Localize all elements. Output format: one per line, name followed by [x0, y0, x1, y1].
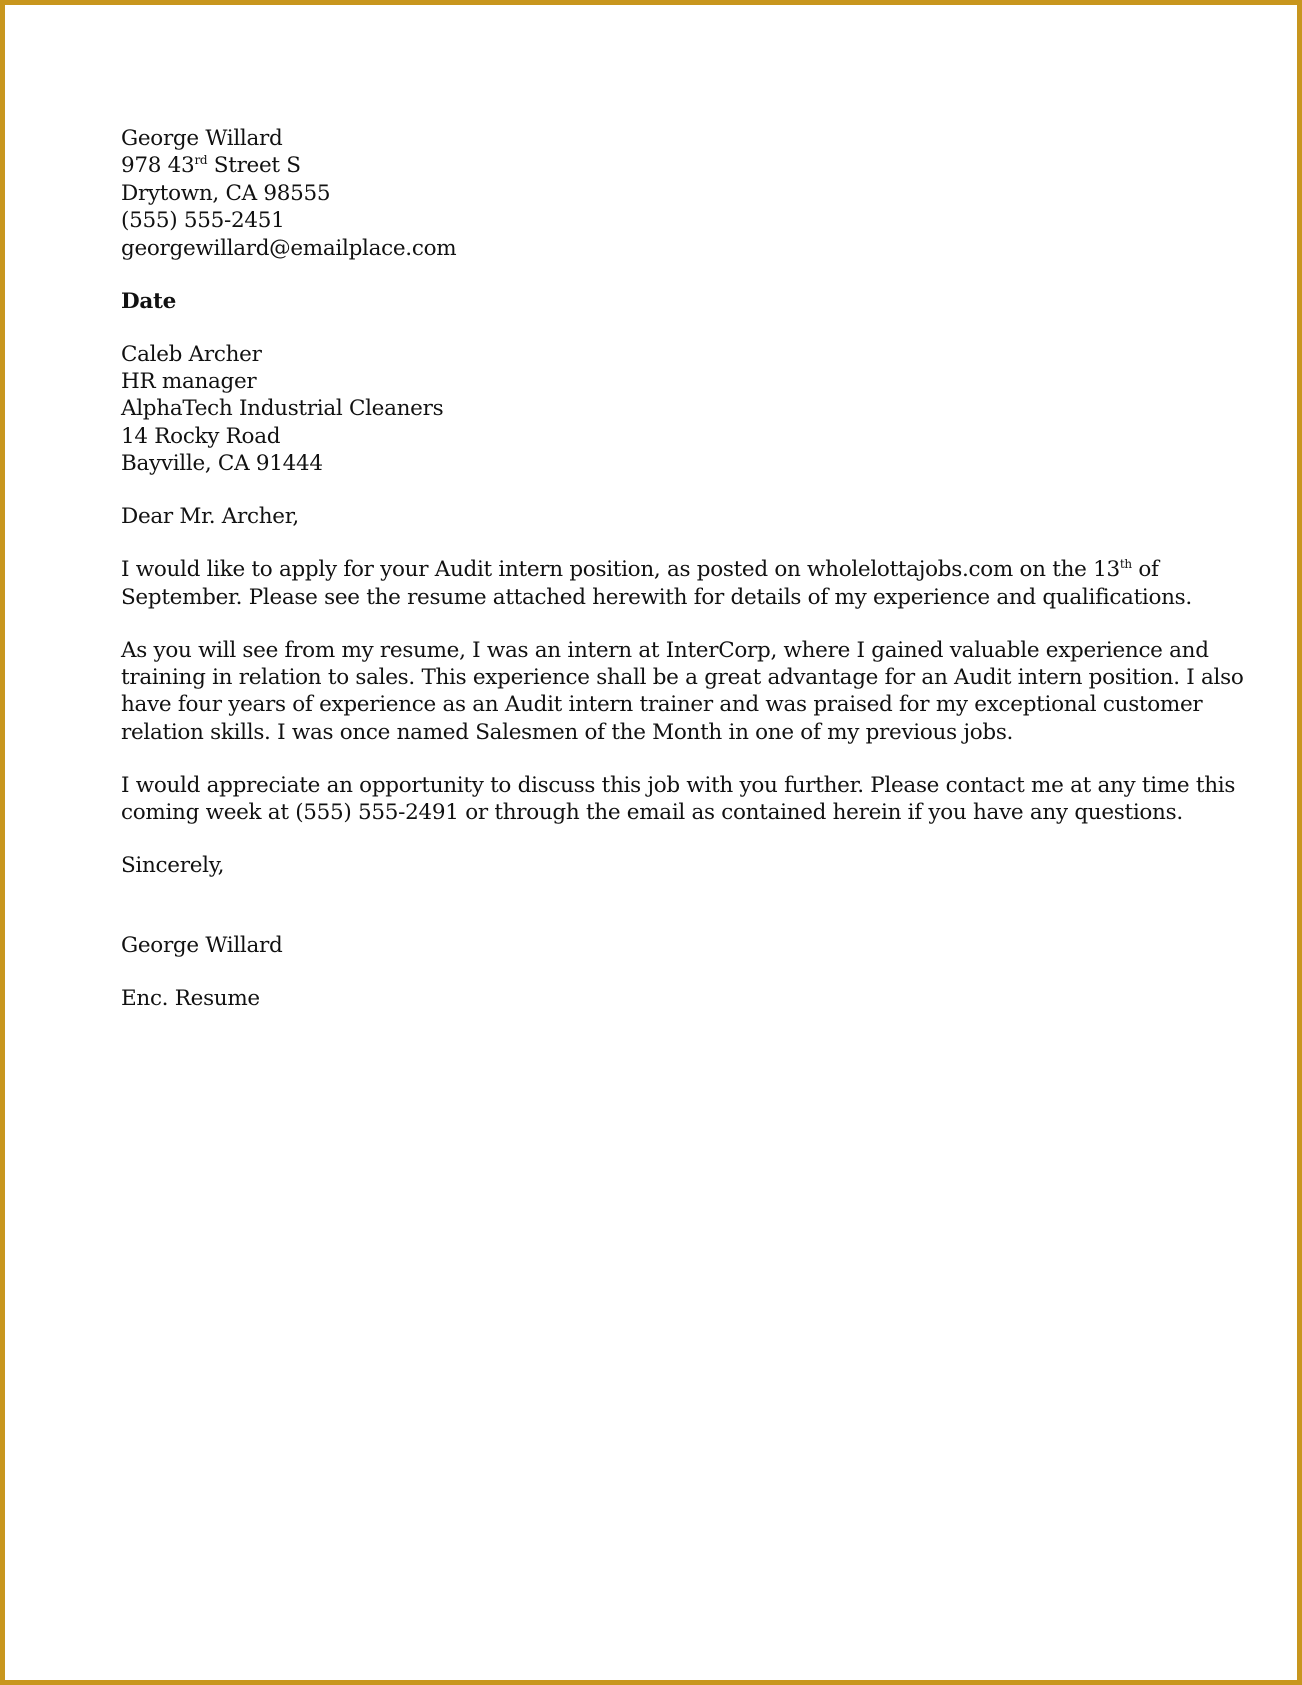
closing: Sincerely,	[121, 853, 225, 879]
paragraph-1-text-end: of	[1131, 557, 1159, 583]
recipient-city: Bayville, CA 91444	[121, 451, 323, 477]
body-paragraph-1	[121, 556, 1201, 611]
paragraph-1-line	[121, 556, 1201, 583]
body-paragraph-3	[121, 772, 1236, 827]
paragraph-1-text: I would like to apply for your Audit intern position, as posted on wholelottajobs.com on the 13	[121, 557, 1120, 583]
enclosure-note: Enc. Resume	[121, 985, 260, 1011]
paragraph-2-line: relation skills. I was once named Salesmen of the Month in one of my previous jobs.	[121, 719, 1014, 745]
recipient-name: Caleb Archer	[121, 341, 262, 367]
sender-name: George Willard	[121, 126, 283, 151]
sender-email: georgewillard@emailplace.com	[121, 235, 457, 261]
sender-block	[121, 125, 1201, 262]
paragraph-1-line: September. Please see the resume attached herewith for details of my experience and qualifications.	[121, 584, 1192, 610]
recipient-block	[121, 341, 1201, 478]
sender-address-number: 978 43	[121, 153, 195, 179]
cover-letter	[121, 125, 1244, 1012]
ordinal-suffix: th	[1119, 557, 1132, 572]
sender-city: Drytown, CA 98555	[121, 180, 331, 206]
sender-address	[121, 152, 1201, 179]
sender-address-street: Street S	[207, 153, 301, 179]
paragraph-3-line: coming week at (555) 555-2491 or through the email as contained herein if you have any questions.	[121, 800, 1183, 826]
paragraph-3-line: I would appreciate an opportunity to discuss this job with you further. Please contact me at any time this	[121, 772, 1236, 798]
date-label: Date	[121, 288, 176, 314]
recipient-street: 14 Rocky Road	[121, 423, 281, 449]
salutation: Dear Mr. Archer,	[121, 504, 299, 530]
recipient-company: AlphaTech Industrial Cleaners	[121, 396, 444, 422]
body-paragraph-2	[121, 637, 1244, 747]
paragraph-2-line: have four years of experience as an Audit intern trainer and was praised for my exceptional customer	[121, 692, 1203, 718]
recipient-title: HR manager	[121, 369, 257, 395]
paragraph-2-line: As you will see from my resume, I was an intern at InterCorp, where I gained valuable experience and	[121, 637, 1209, 663]
sender-address-suffix: rd	[194, 153, 208, 168]
sender-phone: (555) 555-2451	[121, 208, 285, 234]
signature-name: George Willard	[121, 932, 283, 958]
paragraph-2-line: training in relation to sales. This experience shall be a great advantage for an Audit intern position. I also	[121, 665, 1244, 691]
